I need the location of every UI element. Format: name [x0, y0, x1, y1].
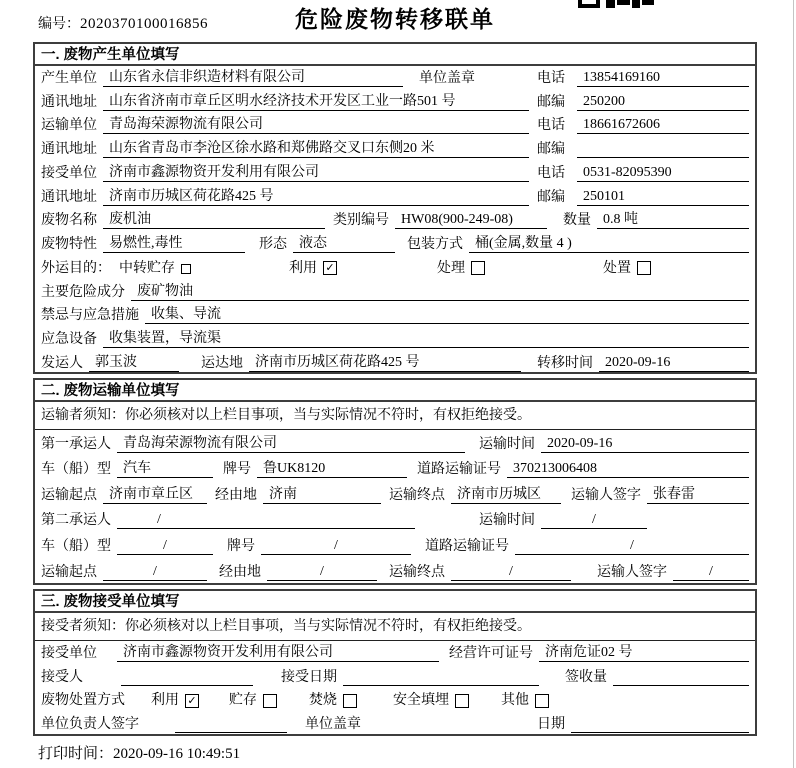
- receiving-unit-label: 接受单位: [41, 645, 97, 661]
- transport-time1-label: 运输时间: [479, 436, 535, 452]
- end2-label: 运输终点: [389, 564, 445, 580]
- transporter-notice: 运输者须知：你必须核对以上栏目事项，当与实际情况不符时，有权拒绝接受。: [35, 402, 755, 430]
- producer-value: 山东省永信非织造材料有限公司: [103, 69, 403, 87]
- carrier-sign1-label: 运输人签字: [571, 487, 641, 503]
- head-signature-value: [175, 716, 287, 733]
- page-edge-line: [793, 0, 794, 768]
- receiver-notice: 接受者须知：你必须核对以上栏目事项，当与实际情况不符时，有权拒绝接受。: [35, 613, 755, 641]
- date2-value: [571, 716, 749, 733]
- shipper-label: 发运人: [41, 355, 83, 371]
- producer-phone-value: 13854169160: [577, 69, 749, 87]
- plate2-value: /: [261, 537, 411, 555]
- disposal-incinerate-label: 焚烧: [309, 693, 337, 709]
- road-license2-value: /: [515, 537, 749, 555]
- receiver-address-label: 通讯地址: [41, 189, 97, 205]
- row-shipper: [35, 351, 755, 375]
- disposal-incinerate-checkbox: [343, 694, 357, 708]
- receiver-zip-value: 250101: [577, 188, 749, 206]
- origin2-value: /: [103, 563, 207, 581]
- purpose-dispose-checkbox: [637, 261, 651, 275]
- category-code-label: 类别编号: [333, 213, 389, 229]
- taboo-measures-label: 禁忌与应急措施: [41, 308, 139, 324]
- permit-number-label: 经营许可证号: [449, 645, 533, 661]
- quantity-value: 0.8 吨: [597, 211, 749, 229]
- origin1-label: 运输起点: [41, 487, 97, 503]
- transfer-time-label: 转移时间: [537, 355, 593, 371]
- row-waste-character: [35, 232, 755, 256]
- disposal-storage-label: 贮存: [229, 693, 257, 709]
- end1-value: 济南市历城区: [451, 486, 561, 504]
- transport-time1-value: 2020-09-16: [541, 435, 749, 453]
- page-title: 危险废物转移联单: [295, 6, 495, 32]
- row-emergency-equipment: [35, 327, 755, 351]
- disposal-landfill-label: 安全填埋: [393, 693, 449, 709]
- waste-form-value: 液态: [293, 235, 395, 253]
- row-receiving-person: [35, 665, 755, 689]
- transporter-phone-label: 电话: [537, 118, 565, 134]
- row-receiving-unit: [35, 641, 755, 665]
- via2-value: /: [267, 563, 377, 581]
- first-carrier-value: 青岛海荣源物流有限公司: [117, 435, 465, 453]
- transporter-phone-value: 18661672606: [577, 116, 749, 134]
- road-license1-value: 370213006408: [507, 460, 749, 478]
- emergency-equipment-label: 应急设备: [41, 332, 97, 347]
- row-transporter-address: [35, 137, 755, 161]
- via1-label: 经由地: [215, 487, 257, 503]
- transfer-purpose-label: 外运目的：: [41, 260, 111, 276]
- carrier-sign2-value: /: [673, 563, 749, 581]
- purpose-transfer-storage-checkbox: [181, 264, 191, 274]
- serial-number: 2020370100016856: [80, 16, 208, 32]
- vehicle-type1-value: 汽车: [117, 460, 213, 478]
- section-transporter: [33, 378, 757, 585]
- purpose-dispose-label: 处置: [603, 260, 631, 276]
- row-transfer-purpose: [35, 256, 755, 280]
- permit-number-value: 济南危证02 号: [539, 644, 749, 662]
- print-time-value: 2020-09-16 10:49:51: [113, 746, 241, 762]
- vehicle-type2-label: 车（船）型: [41, 538, 111, 554]
- receiver-phone-label: 电话: [537, 165, 565, 181]
- category-code-value: HW08(900-249-08): [395, 211, 547, 229]
- purpose-use-label: 利用: [289, 260, 317, 276]
- signed-amount-label: 签收量: [565, 669, 607, 685]
- via1-value: 济南: [263, 486, 381, 504]
- receiver-phone-value: 0531-82095390: [577, 164, 749, 182]
- receiver-address-value: 济南市历城区荷花路425 号: [103, 188, 529, 206]
- transporter-value: 青岛海荣源物流有限公司: [103, 116, 529, 134]
- producer-label: 产生单位: [41, 70, 97, 86]
- destination-value: 济南市历城区荷花路425 号: [249, 354, 521, 372]
- emergency-equipment-value: 收集装置，导流渠: [103, 330, 749, 348]
- first-carrier-label: 第一承运人: [41, 436, 111, 452]
- section-producer: [33, 42, 757, 374]
- print-time-line: [38, 742, 796, 763]
- vehicle-type1-label: 车（船）型: [41, 462, 111, 478]
- quantity-label: 数量: [563, 213, 591, 229]
- origin2-label: 运输起点: [41, 564, 97, 580]
- section-receiver: [33, 589, 757, 736]
- producer-address-label: 通讯地址: [41, 94, 97, 110]
- purpose-treat-checkbox: [471, 261, 485, 275]
- disposal-method-label: 废物处置方式: [41, 693, 125, 709]
- taboo-measures-value: 收集、导流: [145, 306, 749, 324]
- transporter-address-value: 山东省青岛市李沧区徐水路和郑佛路交叉口东侧20 米: [103, 140, 529, 158]
- row-waste-name: [35, 209, 755, 233]
- row-first-carrier: [35, 430, 755, 456]
- disposal-other-label: 其他: [501, 693, 529, 709]
- waste-character-label: 废物特性: [41, 237, 97, 252]
- transfer-time-value: 2020-09-16: [599, 354, 749, 372]
- disposal-storage-checkbox: [263, 694, 277, 708]
- origin1-value: 济南市章丘区: [103, 486, 207, 504]
- disposal-other-checkbox: [535, 694, 549, 708]
- purpose-treat-label: 处理: [437, 260, 465, 276]
- producer-address-value: 山东省济南市章丘区明水经济技术开发区工业一路501 号: [103, 93, 529, 111]
- unit-seal-label: 单位盖章: [419, 70, 475, 86]
- second-carrier-value: /: [117, 511, 415, 529]
- row-vehicle1: [35, 456, 755, 482]
- row-transporter: [35, 114, 755, 138]
- shipper-value: 郭玉波: [89, 354, 179, 372]
- road-license1-label: 道路运输证号: [417, 462, 501, 478]
- plate1-value: 鲁UK8120: [257, 460, 407, 478]
- print-time-label: 打印时间：: [38, 746, 114, 762]
- row-receiver-address: [35, 185, 755, 209]
- transporter-address-label: 通讯地址: [41, 142, 97, 157]
- receiver-zip-label: 邮编: [537, 189, 565, 205]
- head-signature-label: 单位负责人签字: [41, 717, 139, 732]
- producer-zip-value: 250200: [577, 93, 749, 111]
- waste-name-value: 废机油: [103, 211, 325, 229]
- receiver-seal-label: 单位盖章: [305, 717, 361, 732]
- plate1-label: 牌号: [223, 462, 251, 478]
- row-producer: [35, 66, 755, 90]
- receiving-person-value: [121, 669, 253, 686]
- purpose-use-checkbox: ✓: [323, 261, 337, 275]
- disposal-landfill-checkbox: [455, 694, 469, 708]
- producer-zip-label: 邮编: [537, 94, 565, 110]
- end2-value: /: [451, 563, 571, 581]
- road-license2-label: 道路运输证号: [425, 538, 509, 554]
- header: [33, 0, 757, 40]
- vehicle-type2-value: /: [117, 537, 213, 555]
- row-head-signature: [35, 712, 755, 736]
- hazard-component-label: 主要危险成分: [41, 284, 125, 300]
- date2-label: 日期: [537, 717, 565, 732]
- transporter-zip-value: [577, 141, 749, 158]
- hazard-component-value: 废矿物油: [131, 283, 749, 301]
- waste-name-label: 废物名称: [41, 213, 97, 229]
- receiving-unit-value: 济南市鑫源物资开发利用有限公司: [117, 644, 439, 662]
- row-producer-address: [35, 90, 755, 114]
- receiving-date-label: 接受日期: [281, 669, 337, 685]
- second-carrier-label: 第二承运人: [41, 513, 111, 529]
- section-producer-heading: 一. 废物产生单位填写: [35, 44, 755, 66]
- transport-time2-label: 运输时间: [479, 513, 535, 529]
- receiver-label: 接受单位: [41, 165, 97, 181]
- purpose-transfer-storage-label: 中转贮存: [119, 260, 175, 276]
- row-second-carrier: [35, 507, 755, 533]
- row-disposal-method: [35, 689, 755, 713]
- receiver-value: 济南市鑫源物资开发利用有限公司: [103, 164, 529, 182]
- waste-character-value: 易燃性,毒性: [103, 235, 245, 253]
- row-route2: [35, 558, 755, 584]
- transporter-label: 运输单位: [41, 118, 97, 134]
- serial-label: 编号：: [38, 17, 80, 32]
- transporter-zip-label: 邮编: [537, 142, 565, 157]
- plate2-label: 牌号: [227, 538, 255, 554]
- row-hazard-component: [35, 280, 755, 304]
- producer-phone-label: 电话: [537, 70, 565, 86]
- carrier-sign1-value: 张春雷: [647, 486, 749, 504]
- row-receiver: [35, 161, 755, 185]
- serial-line: [38, 13, 208, 33]
- end1-label: 运输终点: [389, 487, 445, 503]
- row-vehicle2: [35, 532, 755, 558]
- transport-time2-value: /: [541, 511, 647, 529]
- waste-form-label: 形态: [259, 237, 287, 252]
- destination-label: 运达地: [201, 355, 243, 371]
- receiving-person-label: 接受人: [41, 669, 83, 685]
- receiving-date-value: [343, 669, 539, 686]
- via2-label: 经由地: [219, 564, 261, 580]
- carrier-sign2-label: 运输人签字: [597, 564, 667, 580]
- signed-amount-value: [613, 669, 749, 686]
- section-transporter-heading: 二. 废物运输单位填写: [35, 380, 755, 402]
- section-receiver-heading: 三. 废物接受单位填写: [35, 591, 755, 613]
- disposal-use-checkbox: ✓: [185, 694, 199, 708]
- row-route1: [35, 481, 755, 507]
- row-taboo-measures: [35, 304, 755, 328]
- disposal-use-label: 利用: [151, 693, 179, 709]
- packing-label: 包装方式: [407, 237, 463, 252]
- packing-value: 桶(金属,数量 4 ): [469, 235, 749, 253]
